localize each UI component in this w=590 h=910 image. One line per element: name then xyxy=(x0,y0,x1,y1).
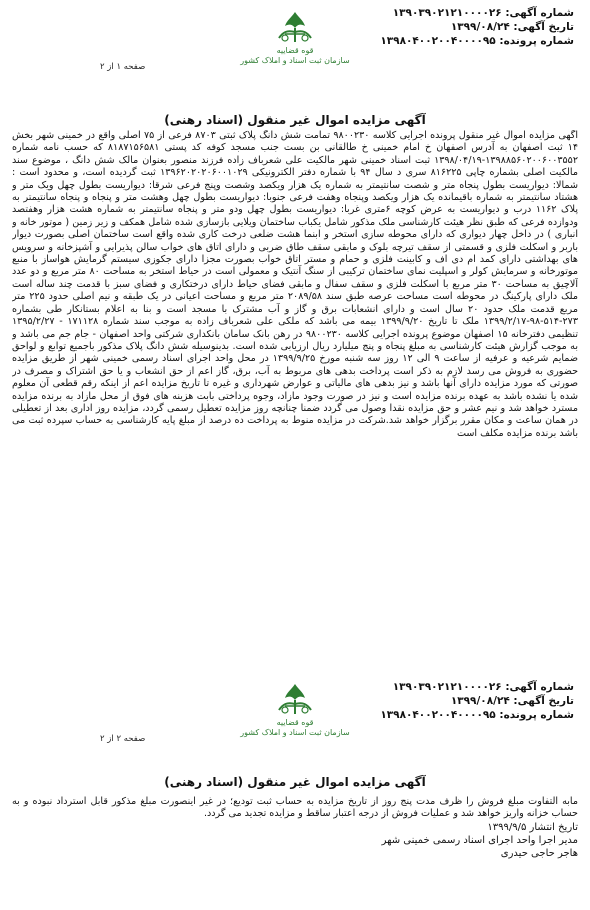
emblem-caption-judiciary: قوه قضاییه xyxy=(276,718,314,727)
emblem-caption-org: سازمان ثبت اسناد و املاک کشور xyxy=(240,56,350,65)
signer-title: مدیر اجرا واحد اجرای اسناد رسمی خمینی شهر xyxy=(381,834,578,846)
judiciary-emblem-icon xyxy=(273,8,317,46)
notice-title: آگهی مزایده اموال غیر منقول (اسناد رهنی) xyxy=(164,113,426,127)
case-number: شماره پرونده: ۱۳۹۸۰۴۰۰۲۰۰۴۰۰۰۰۹۵ xyxy=(380,35,574,47)
judiciary-emblem-icon xyxy=(273,680,317,718)
notice-number: شماره آگهی: ۱۳۹۰۳۹۰۲۱۲۱۰۰۰۰۲۶ xyxy=(392,681,574,693)
publish-date: تاریخ انتشار ۱۳۹۹/۹/۵ xyxy=(487,821,578,833)
notice-body xyxy=(12,796,578,906)
notice-title: آگهی مزایده اموال غیر منقول (اسناد رهنی) xyxy=(164,775,426,789)
judiciary-emblem xyxy=(240,8,350,66)
signer-name: هاجر حاجی حیدری xyxy=(500,847,578,859)
emblem-caption-judiciary: قوه قضاییه xyxy=(276,46,314,55)
page-number: صفحه ۲ از ۲ xyxy=(100,734,146,744)
judiciary-emblem xyxy=(240,680,350,738)
notice-date: تاریخ آگهی: ۱۳۹۹/۰۸/۲۴ xyxy=(450,695,574,707)
notice-body-text: آگهی مزایده اموال غیر منقول پرونده اجرایی کلاسه ۹۸۰۰۲۳۰ تمامت شش دانگ پلاک ثبتی ۸۷۰۳ فرعی از ۷۵ اصلی واقع در خمینی شهر بخش ۱۴ ثبت اصفهان به آدرس اصفهان خ امام خمینی خ طالقانی بن بست جنب مسجد کوفه کد پستی ۸۱۸۷۱۵۶۵۸۱ که حسب نامه شماره ۱۳۹۸۸۵۶۰۲۰۰۶۰۰۳۵۵۲-۱۳۹۸/۰۴/۱۹ ثبت اسناد خمینی شهر مالکیت علی شعرباف زاده فرزند منصور بعنوان مالک شش دانگ ، موضوع سند مالکیت اصلی بشماره چاپی ۸۱۶۲۲۵ سری د سال ۹۴ با شماره دفتر الکترونیکی ۱۳۹۶۲۰۲۰۲۰۶۰۰۱۰۲۹ ثبت گردیده است، و محدود است : شمالا: دیواریست بطول پنجاه متر و شصت سانتیمتر به شماره یک هزار ویکصد وشصت وپنج فرعی شرقا: دیواریست بطول چهل ویک متر و هشتاد سانتیمتر به شماره باقیمانده یک هزار ویکصد وپنجاه وهفت فرعی جنوبا: دیواریست بطول چهل وهشت متر و پنجاه و پنجاه سانتیمتر به پلاک ۱۱۶۲ درب و دیواریست به عرض کوچه ۶متری غربا: دیواریست بطول چهل ودو متر و پنجاه سانتیمتر به شماره هشت هزار وهفتصد ودوازده فرعی که طبق نظر هیئت کارشناسی ملک مذکور شامل یکباب ساختمان ویلایی بازسازی شده شامل همکف و زیر زمین ( موتور خانه و انباری ) در داخل چهار دیواری که دارای محوطه سازی استخر و ابنما هشت ضلعی درخت کاری شده واقع است ساختمان اصلی بصورت دیوار باربر و اسکلت فلزی و قسمتی از سقف تیرچه بلوک و مابقی سقف طاق ضربی و دارای اتاق های خواب سالن پذیرایی و آشپزخانه و سرویس های بهداشتی دارای کمد ام دی اف و کابینت فلزی و حمام و مستر اتاق خواب بصورت مجزا دارای جکوزی سیستم گرمایش هواساز با منبع موتورخانه و سرمایش کولر و اسپلیت نمای ساختمان ترکیبی از سنگ آنتیک و معمولی است در حیاط استخر به مساحت ۸۰ متر مربع و دو عدد آلاچیق به مساحت ۳۰ متر مربع با اسکلت فلزی و سقف سفال و مابقی فضای حیاط دارای درختکاری و فضای سبز با قدمت چند ساله است ملک دارای پارکینگ در محوطه است مساحت عرصه طبق سند ۲۰۸۹/۵۸ متر مربع و مساحت اعیانی در یک طبقه و نیم اصلی حدود ۲۲۵ متر مربع قدمت ملک حدود ۲۰ سال است و دارای انشعابات برق و گاز و آب مشترک با مسجد است و بنا به اعلام بستانکار طی بشماره ۲۷۳-۵۱۴-۹۸-۱۳۹۹/۲/۱۷ ملک تا تاریخ ۱۳۹۹/۹/۲۰ بیمه می باشد که ملکی علی شعرباف زاده به موجب سند شماره ۱۷۱۱۲۸ - ۱۳۹۵/۲/۲۷ تنظیمی دفترخانه ۱۵ اصفهان موضوع پرونده اجرایی کلاسه ۹۸۰۰۲۳۰ در رهن بانک سامان بانکداری شرکتی واحد اصفهان - جام جم می باشد و به موجب گزارش هیئت کارشناسی به مبلغ پنجاه و پنج میلیارد ریال ارزیابی شده است. بدینوسیله شش دانگ پلاک مذکور باجمیع توابع و لواحق ضمایم شرعیه و عرفیه از ساعت ۹ الی ۱۲ روز سه شنبه مورخ ۱۳۹۹/۹/۲۵ در محل واحد اجرای اسناد رسمی خمینی شهر از طریق مزایده حضوری به فروش می رسد لازم به ذکر است پرداخت بدهی های مربوط به آب، برق، گاز اعم از حق انشعاب و یا حق اشتراک و مصرف در صورتی که مورد مزایده دارای آنها باشد و نیز بدهی های مالیاتی و عوارض شهرداری و غیره تا تاریخ مزایده اعم از اینکه رقم قطعی آن معلوم شده یا نشده باشد به عهده برنده مزایده است و نیز در صورت وجود مازاد، وجوه پرداختی بابت هزینه های فوق از محل مازاد به برنده مزایده مسترد خواهد شد و نیم عشر و حق مزایده نقدا وصول می گردد ضمنا چنانچه روز مزایده تعطیل رسمی گردد، مزایده روز اداری بعد از تعطیلی در همان ساعت و مکان مقرر برگزار خواهد شد.شرکت در مزایده منوط به پرداخت ده درصد از مبلغ پایه کارشناسی به حساب سپرده ثبت می باشد برنده مزایده مکلف است xyxy=(12,130,578,439)
notice-date: تاریخ آگهی: ۱۳۹۹/۰۸/۲۴ xyxy=(450,21,574,33)
notice-number: شماره آگهی: ۱۳۹۰۳۹۰۲۱۲۱۰۰۰۰۲۶ xyxy=(392,7,574,19)
notice-body xyxy=(12,130,578,660)
emblem-caption-org: سازمان ثبت اسناد و املاک کشور xyxy=(240,728,350,737)
case-number: شماره پرونده: ۱۳۹۸۰۴۰۰۲۰۰۴۰۰۰۰۹۵ xyxy=(380,709,574,721)
page-number: صفحه ۱ از ۲ xyxy=(100,62,146,72)
notice-body-text: مابه التفاوت مبلغ فروش را ظرف مدت پنج روز از تاریخ مزایده به حساب ثبت تودیع؛ در غیر اینصورت مبلغ مذکور قابل استرداد نبوده و به حساب خزانه واریز خواهد شد و عملیات فروش از درجه اعتبار ساقط و مزایده تجدید می گردد. xyxy=(12,796,578,820)
